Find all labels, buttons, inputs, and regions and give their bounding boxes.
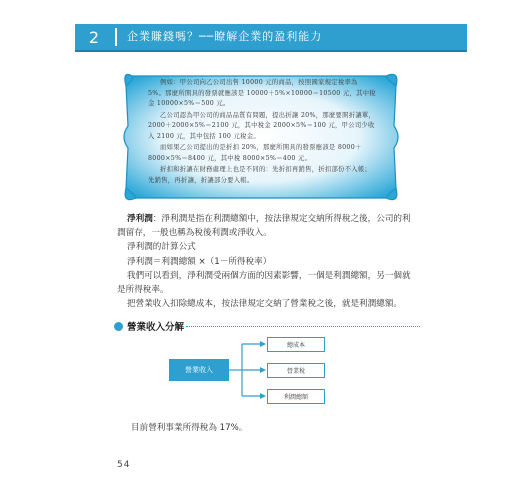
chapter-number: 2 <box>88 27 100 47</box>
example-paragraph: 折扣和折讓在財務處理上也是不同的：先折扣再銷售，折扣部份不入帳；先銷售，再折讓，折讓部分要入帳。 <box>148 166 372 184</box>
example-paragraph: 而如果乙公司提出的是折扣 20%，那麼所開具的發票應該是 8000＋8000×5%＝8400 元，其中稅 8000×5%＝400 元。 <box>148 144 362 162</box>
diagram-node-total-profit: 利潤總額 <box>267 389 325 404</box>
term-net-profit: 淨利潤 <box>127 214 153 224</box>
definition-text: ：淨利潤是指在利潤總額中，按法律規定交納所得稅之後，公司的利潤留存，一般也稱為稅後利潤或淨收入。 <box>117 214 411 239</box>
page-number: 54 <box>117 460 131 470</box>
diagram-node-business-tax: 營業稅 <box>267 363 325 378</box>
formula: 淨利潤＝利潤總額 ×（1－所得稅率） <box>127 256 272 267</box>
section-title: 營業收入分解 <box>127 322 185 333</box>
tax-rate-note: 目前營利事業所得稅為 17%。 <box>131 423 248 433</box>
example-paragraph: 乙公司認為甲公司的商品品質有問題，提出折讓 20%，那麼要開折讓單，2000＋2000×5%＝2100 元，其中稅金 2000×5%＝100 元，甲公司少收入 2100 元，其中包括 100 元稅金。 <box>148 111 376 140</box>
formula-label: 淨利潤的計算公式 <box>127 242 196 253</box>
observation-paragraph: 我們可以看到，淨利潤受兩個方面的因素影響，一個是利潤總額，另一個就是所得稅率。 <box>117 270 411 296</box>
diagram-root-node: 營業收入 <box>169 359 229 381</box>
example-paragraph: 例如：甲公司向乙公司出售 10000 元的商品，按照國家規定稅率為 5%。那麼所開具的發票就應該是 10000＋5%×10000＝10500 元，其中稅金 10000×5%＝500 元。 <box>148 79 376 107</box>
chapter-title: 企業賺錢嗎？──瞭解企業的盈利能力 <box>127 30 323 43</box>
conclusion-paragraph: 把營業收入扣除總成本，按法律規定交納了營業稅之後，就是利潤總額。 <box>127 299 403 310</box>
diagram-node-total-cost: 總成本 <box>267 337 325 352</box>
